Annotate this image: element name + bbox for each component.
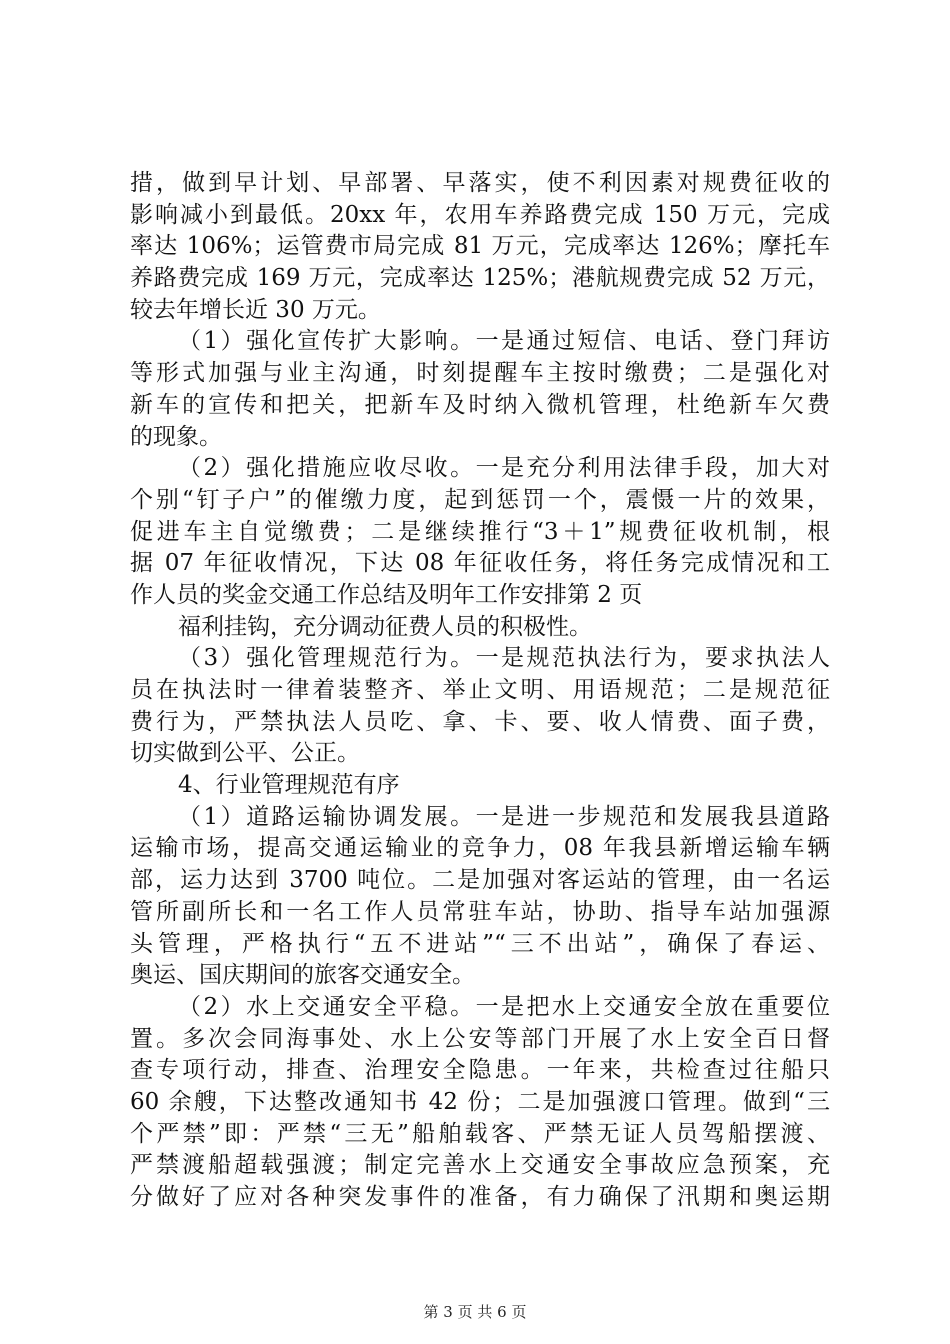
text-line: 促进车主自觉缴费；二是继续推行“3＋1”规费征收机制，根 bbox=[130, 518, 830, 545]
text-line: 严禁渡船超载强渡；制定完善水上交通安全事故应急预案，充 bbox=[130, 1152, 830, 1179]
text-line: 切实做到公平、公正。 bbox=[130, 740, 360, 767]
text-line: 管所副所长和一名工作人员常驻车站，协助、指导车站加强源 bbox=[130, 898, 830, 925]
text-line: 等形式加强与业主沟通，时刻提醒车主按时缴费；二是强化对 bbox=[130, 360, 830, 387]
text-line: 置。多次会同海事处、水上公安等部门开展了水上安全百日督 bbox=[130, 1025, 830, 1052]
text-line: 头管理，严格执行“五不进站”“三不出站”，确保了春运、 bbox=[130, 930, 830, 957]
text-line: 影响减小到最低。20xx 年，农用车养路费完成 150 万元，完成 bbox=[130, 201, 830, 228]
text-line: 奥运、国庆期间的旅客交通安全。 bbox=[130, 962, 475, 989]
text-line: 福利挂钩，充分调动征费人员的积极性。 bbox=[178, 613, 592, 640]
text-line: 个严禁”即：严禁“三无”船舶载客、严禁无证人员驾船摆渡、 bbox=[130, 1120, 830, 1147]
text-line: （3）强化管理规范行为。一是规范执法行为，要求执法人 bbox=[178, 645, 830, 672]
text-line: 新车的宣传和把关，把新车及时纳入微机管理，杜绝新车欠费 bbox=[130, 391, 830, 418]
document-body bbox=[130, 168, 830, 1214]
text-line: 60 余艘，下达整改通知书 42 份；二是加强渡口管理。做到“三 bbox=[130, 1088, 830, 1115]
text-line: （2）水上交通安全平稳。一是把水上交通安全放在重要位 bbox=[178, 993, 830, 1020]
text-line: 较去年增长近 30 万元。 bbox=[130, 296, 381, 323]
text-line: （1）强化宣传扩大影响。一是通过短信、电话、登门拜访 bbox=[178, 328, 830, 355]
text-line: 率达 106%；运管费市局完成 81 万元，完成率达 126%；摩托车 bbox=[130, 233, 830, 260]
text-line: （2）强化措施应收尽收。一是充分利用法律手段，加大对 bbox=[178, 455, 830, 482]
text-line: 4、行业管理规范有序 bbox=[178, 772, 400, 799]
text-line: 运输市场，提高交通运输业的竞争力，08 年我县新增运输车辆 bbox=[130, 835, 830, 862]
text-line: 作人员的奖金交通工作总结及明年工作安排第 2 页 bbox=[130, 581, 643, 608]
text-line: 据 07 年征收情况，下达 08 年征收任务，将任务完成情况和工 bbox=[130, 550, 830, 577]
text-line: 查专项行动，排查、治理安全隐患。一年来，共检查过往船只 bbox=[130, 1057, 830, 1084]
text-line: 费行为，严禁执法人员吃、拿、卡、要、收人情费、面子费， bbox=[130, 708, 830, 735]
text-line: （1）道路运输协调发展。一是进一步规范和发展我县道路 bbox=[178, 803, 830, 830]
text-line: 的现象。 bbox=[130, 423, 222, 450]
text-line: 措，做到早计划、早部署、早落实，使不利因素对规费征收的 bbox=[130, 170, 830, 196]
text-line: 养路费完成 169 万元，完成率达 125%；港航规费完成 52 万元， bbox=[130, 265, 830, 292]
text-line: 员在执法时一律着装整齐、举止文明、用语规范；二是规范征 bbox=[130, 677, 830, 703]
text-line: 个别“钉子户”的催缴力度，起到惩罚一个，震慑一片的效果， bbox=[130, 486, 830, 513]
text-line: 部，运力达到 3700 吨位。二是加强对客运站的管理，由一名运 bbox=[130, 867, 830, 894]
text-line: 分做好了应对各种突发事件的准备，有力确保了汛期和奥运期 bbox=[130, 1184, 830, 1210]
page-footer: 第 3 页 共 6 页 bbox=[423, 1303, 527, 1321]
